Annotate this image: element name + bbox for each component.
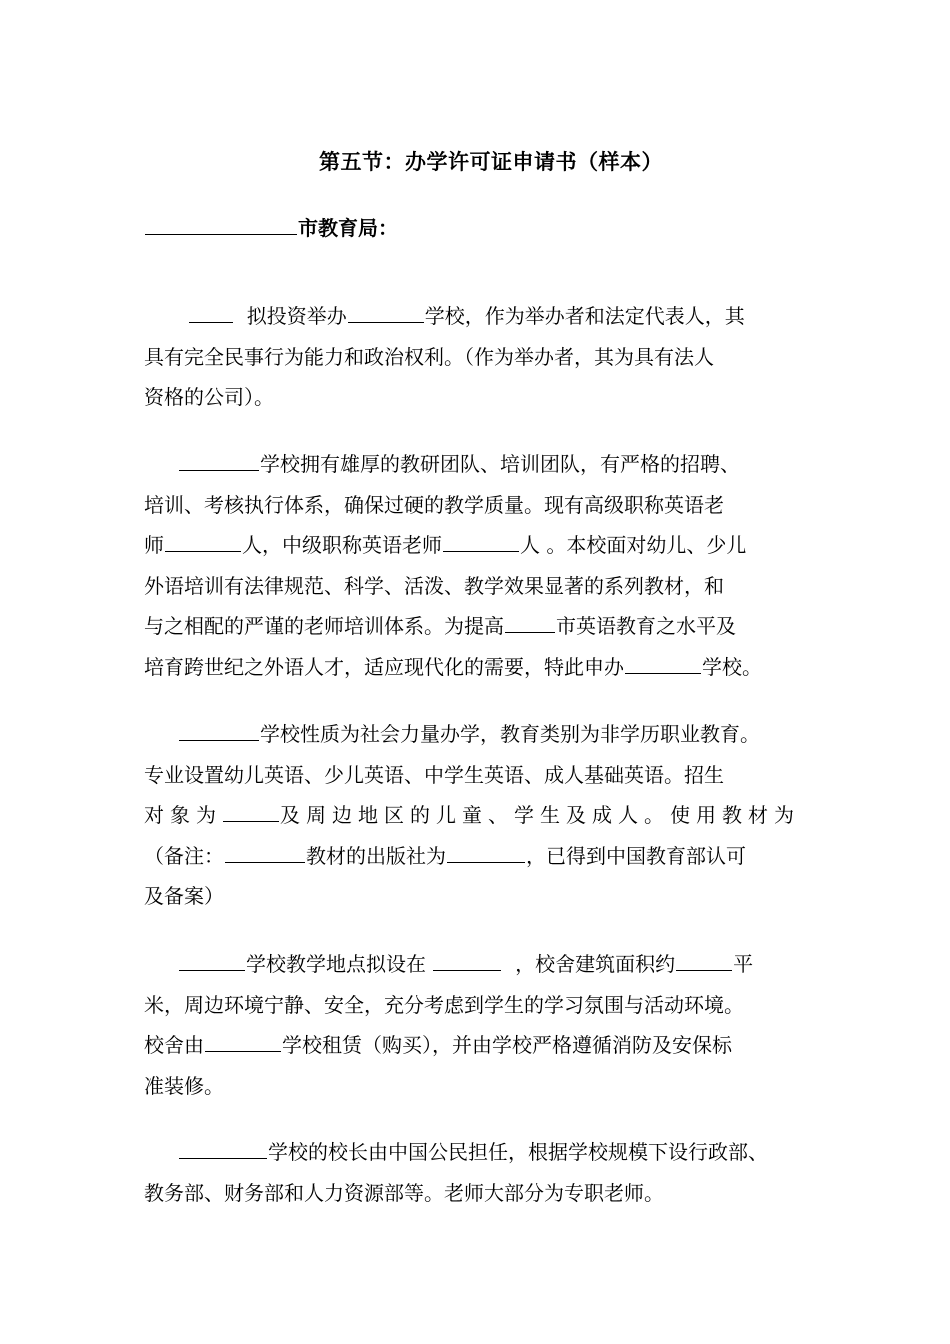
text-segment: 教材的出版社为: [306, 843, 446, 868]
text-segment: 学校拥有雄厚的教研团队、培训团队，有严格的招聘、: [260, 452, 740, 476]
school-name-blank: [179, 1136, 267, 1159]
text-segment: 平: [733, 952, 754, 976]
paragraph-line: 教务部、财务部和人力资源部等。老师大部分为专职老师。: [144, 1180, 664, 1205]
investor-blank: [189, 300, 233, 323]
area-blank: [676, 948, 732, 971]
paragraph-line: [144, 714, 812, 755]
paragraph-management: [144, 1132, 812, 1213]
address-blank: [433, 948, 501, 971]
senior-teacher-count-blank: [165, 529, 241, 552]
paragraph-line: 准装修。: [144, 1073, 224, 1098]
paragraph-line: [144, 1132, 812, 1173]
text-segment: 学校的校长由中国公民担任，根据学校规模下设行政部、: [268, 1140, 768, 1164]
city-blank: [505, 610, 555, 633]
addressee-line: [144, 212, 398, 241]
text-segment: 学校租赁（购买），并由学校严格遵循消防及安保标: [282, 1033, 732, 1057]
paragraph-line: 资格的公司）。: [144, 385, 274, 409]
text-segment: 市英语教育之水平及: [556, 614, 736, 638]
school-name-blank: [348, 300, 424, 323]
text-segment: 学校。: [702, 654, 762, 679]
paragraph-teaching-team: [144, 444, 812, 687]
text-segment: ，已得到中国教育部认可: [526, 843, 746, 868]
text-segment: 人，中级职称英语老师: [242, 533, 442, 557]
school-name-blank: [205, 1029, 281, 1052]
addressee-suffix: 市教育局：: [298, 216, 398, 240]
paragraph-line: 及备案）: [144, 884, 224, 908]
textbook-blank: [225, 840, 305, 863]
publisher-blank: [447, 840, 525, 863]
paragraph-line: [144, 606, 812, 647]
paragraph-line: 专业设置幼儿英语、少儿英语、中学生英语、成人基础英语。招生: [144, 762, 724, 787]
school-name-blank: [179, 448, 259, 471]
paragraph-line: [144, 647, 812, 688]
paragraph-investor: [144, 296, 812, 418]
text-segment: 校舍由: [144, 1033, 204, 1057]
region-blank: [223, 799, 279, 822]
text-segment: 人 。本校面对幼儿、少儿: [520, 533, 747, 557]
school-name-blank: [625, 651, 701, 674]
paragraph-line: [144, 944, 812, 985]
paragraph-location: [144, 944, 812, 1106]
mid-teacher-count-blank: [443, 529, 519, 552]
paragraph-line: [144, 836, 812, 877]
document-title: 第五节：办学许可证申请书（样本）: [319, 150, 663, 174]
paragraph-line: 米，周边环境宁静、安全，充分考虑到学生的学习氛围与活动环境。: [144, 992, 744, 1017]
paragraph-line: [144, 525, 812, 566]
text-segment: 学校教学地点拟设在: [246, 952, 426, 976]
text-segment: 师: [144, 533, 164, 557]
text-segment: 与之相配的严谨的老师培训体系。为提高: [144, 614, 504, 638]
text-segment: 拟投资举办: [246, 304, 347, 328]
text-segment: （备注：: [144, 843, 224, 868]
school-name-blank: [179, 948, 245, 971]
paragraph-line: [144, 795, 812, 836]
text-segment: 学校性质为社会力量办学，教育类别为非学历职业教育。: [260, 722, 760, 746]
text-segment: 及周边地区的儿童、学生及成人。使用教材为: [280, 803, 800, 827]
text-segment: 对象为: [144, 803, 222, 827]
paragraph-school-nature: [144, 714, 812, 917]
school-name-blank: [179, 718, 259, 741]
text-segment: 培育跨世纪之外语人才，适应现代化的需要，特此申办: [144, 654, 624, 679]
text-segment: 学校，作为举办者和法定代表人，其: [424, 304, 745, 328]
city-blank: [145, 212, 297, 235]
paragraph-line: [144, 444, 812, 485]
paragraph-line: 培训、考核执行体系，确保过硬的教学质量。现有高级职称英语老: [144, 492, 724, 517]
paragraph-line: 具有完全民事行为能力和政治权利。（作为举办者，其为具有法人: [144, 344, 714, 369]
paragraph-line: [144, 1025, 812, 1066]
text-segment: ，校舍建筑面积约: [515, 952, 676, 976]
paragraph-line: [144, 296, 812, 337]
paragraph-line: 外语培训有法律规范、科学、活泼、教学效果显著的系列教材，和: [144, 573, 724, 598]
